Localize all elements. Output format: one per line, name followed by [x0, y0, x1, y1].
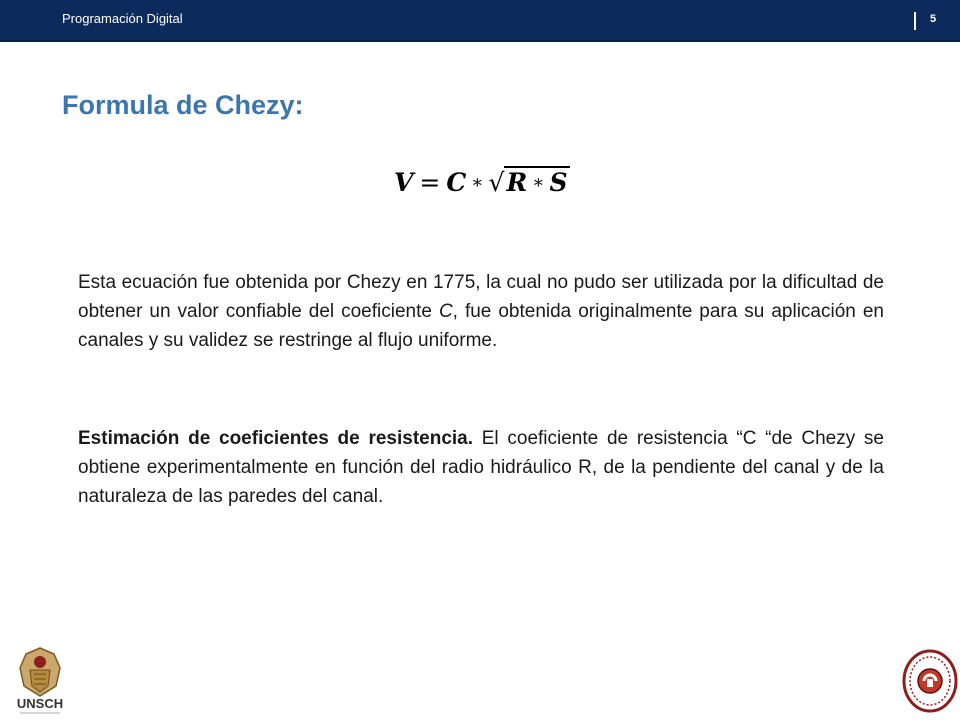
course-title: Programación Digital — [62, 11, 183, 26]
paragraph-history — [78, 268, 884, 355]
formula-radical: √ — [488, 168, 505, 197]
formula-times-2: ∗ — [532, 172, 545, 193]
paragraph-history-coefficient: C — [438, 301, 453, 322]
page-number: 5 — [930, 13, 937, 25]
header-divider — [914, 12, 916, 30]
header-bar — [0, 0, 960, 42]
formula-radicand — [504, 166, 569, 197]
formula-v: V — [394, 168, 414, 197]
paragraph-estimation-text: El coeficiente de resistencia “C “de Chezy se obtiene experimentalmente en función del radio hidráulico R, de la pendiente del canal y de la naturaleza de las paredes del canal. — [78, 428, 884, 507]
slide-title: Formula de Chezy: — [62, 90, 304, 120]
formula-r: R — [506, 168, 528, 197]
engineering-seal-icon — [902, 648, 958, 714]
crest-label: UNSCH — [16, 696, 64, 711]
paragraph-history-text-b: , fue obtenida originalmente para su aplicación en canales y su validez se restringe al flujo uniforme. — [78, 301, 884, 351]
paragraph-history-text-a: Esta ecuación fue obtenida por Chezy en 1775, la cual no pudo ser utilizada por la dificultad de obtener un valor confiable del coeficiente — [78, 272, 884, 322]
formula-c: C — [446, 168, 467, 197]
formula-equals: = — [419, 168, 441, 197]
chezy-formula — [394, 168, 570, 197]
paragraph-estimation — [78, 424, 884, 511]
formula-times-1: ∗ — [471, 172, 484, 193]
university-crest-icon — [10, 646, 70, 718]
paragraph-estimation-heading: Estimación de coeficientes de resistencia. — [78, 428, 474, 449]
formula-s: S — [549, 168, 568, 197]
